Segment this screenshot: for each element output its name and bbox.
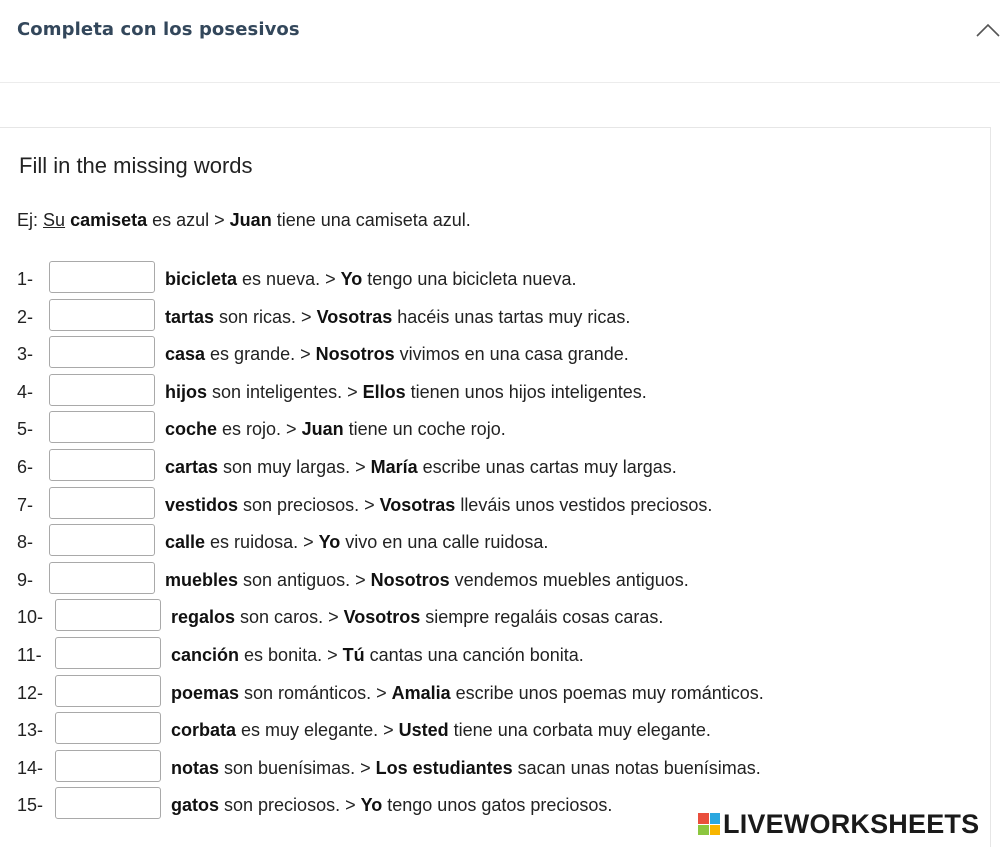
example-subject: Juan	[229, 210, 272, 230]
item-mid: son muy largas. >	[218, 457, 371, 477]
section-title: Completa con los posesivos	[17, 19, 300, 40]
item-subject: Nosotros	[370, 569, 450, 590]
answer-input[interactable]	[49, 336, 155, 368]
item-rest: escribe unos poemas muy románticos.	[450, 682, 764, 703]
exercise-row	[0, 449, 990, 487]
answer-input[interactable]	[49, 299, 155, 331]
logo-wordmark: LIVEWORKSHEETS	[723, 808, 980, 839]
item-mid: son inteligentes. >	[207, 381, 363, 402]
chevron-up-icon[interactable]	[976, 22, 1000, 38]
example-rest: tiene una camiseta azul.	[271, 210, 471, 230]
exercise-row	[0, 637, 990, 675]
item-number: 15-	[17, 795, 44, 816]
item-mid: es ruidosa. >	[205, 532, 319, 553]
item-subject: Yo	[340, 269, 363, 289]
item-mid: son buenísimas. >	[219, 757, 376, 778]
exercise-row	[0, 750, 990, 788]
exercise-row	[0, 712, 990, 750]
item-noun: gatos	[171, 795, 220, 816]
exercise-row	[0, 299, 990, 337]
item-noun: vestidos	[165, 494, 239, 515]
answer-input[interactable]	[49, 374, 155, 406]
item-sentence	[165, 261, 576, 297]
item-rest: lleváis unos vestidos preciosos.	[455, 494, 713, 515]
item-sentence	[171, 750, 761, 786]
item-rest: tienen unos hijos inteligentes.	[405, 381, 647, 402]
item-noun: corbata	[171, 720, 237, 741]
item-number: 11-	[17, 645, 42, 665]
item-number: 6-	[17, 457, 34, 477]
item-subject: Yo	[360, 795, 383, 816]
item-noun: canción	[171, 645, 240, 665]
answer-input[interactable]	[49, 487, 155, 519]
item-rest: tiene una corbata muy elegante.	[448, 720, 711, 741]
answer-input[interactable]	[55, 637, 161, 669]
answer-input[interactable]	[49, 562, 155, 594]
item-sentence	[165, 336, 629, 372]
item-mid: son preciosos. >	[238, 494, 380, 515]
item-subject: Los estudiantes	[375, 757, 513, 778]
item-sentence	[171, 599, 663, 635]
item-sentence	[165, 374, 647, 410]
item-subject: Amalia	[391, 682, 451, 703]
answer-input[interactable]	[55, 599, 161, 631]
item-number: 1-	[17, 269, 34, 289]
item-subject: Vosotras	[316, 306, 393, 327]
item-mid: son antiguos. >	[238, 569, 371, 590]
item-subject: Juan	[301, 419, 344, 440]
item-noun: cartas	[165, 457, 219, 477]
item-number: 2-	[17, 306, 34, 327]
item-sentence	[165, 487, 712, 523]
answer-input[interactable]	[49, 411, 155, 443]
item-subject: Vosotras	[379, 494, 456, 515]
item-mid: es bonita. >	[239, 645, 343, 665]
item-rest: vendemos muebles antiguos.	[449, 569, 689, 590]
item-sentence	[171, 712, 711, 748]
item-noun: hijos	[165, 381, 208, 402]
item-rest: tiene un coche rojo.	[343, 419, 506, 440]
section-header	[0, 0, 1000, 83]
liveworksheets-logo	[698, 808, 979, 840]
item-mid: es muy elegante. >	[236, 720, 399, 741]
item-subject: Vosotros	[343, 607, 421, 628]
item-noun: casa	[165, 344, 206, 365]
item-rest: hacéis unas tartas muy ricas.	[392, 306, 631, 327]
item-number: 8-	[17, 532, 34, 553]
exercise-row	[0, 261, 990, 299]
item-noun: bicicleta	[165, 269, 238, 289]
item-mid: es grande. >	[205, 344, 316, 365]
item-noun: regalos	[171, 607, 236, 628]
item-number: 12-	[17, 682, 44, 703]
item-rest: tengo unos gatos preciosos.	[382, 795, 613, 816]
worksheet-heading: Fill in the missing words	[19, 153, 253, 178]
item-subject: Tú	[342, 645, 365, 665]
item-rest: escribe unas cartas muy largas.	[417, 457, 677, 477]
example-sentence	[17, 210, 471, 231]
answer-input[interactable]	[55, 675, 161, 707]
item-rest: cantas una canción bonita.	[364, 645, 584, 665]
item-number: 14-	[17, 757, 44, 778]
item-number: 9-	[17, 569, 34, 590]
item-subject: Nosotros	[315, 344, 395, 365]
item-number: 3-	[17, 344, 34, 365]
item-noun: notas	[171, 757, 220, 778]
exercise-row	[0, 562, 990, 600]
exercise-row	[0, 487, 990, 525]
item-rest: vivimos en una casa grande.	[394, 344, 629, 365]
item-number: 4-	[17, 381, 34, 402]
item-sentence	[165, 562, 689, 598]
exercise-row	[0, 524, 990, 562]
item-rest: tengo una bicicleta nueva.	[362, 269, 577, 289]
item-number: 13-	[17, 720, 44, 741]
example-prefix: Ej:	[17, 210, 44, 230]
exercise-row	[0, 374, 990, 412]
example-answer: Su	[43, 210, 66, 230]
item-number: 10-	[17, 607, 44, 628]
item-sentence	[165, 299, 630, 335]
item-noun: muebles	[165, 569, 239, 590]
item-number: 5-	[17, 419, 34, 440]
answer-input[interactable]	[55, 750, 161, 782]
example-mid: es azul >	[147, 210, 230, 230]
item-mid: son caros. >	[235, 607, 344, 628]
exercise-row	[0, 336, 990, 374]
item-sentence	[165, 449, 677, 485]
item-mid: son románticos. >	[239, 682, 392, 703]
item-mid: son preciosos. >	[219, 795, 361, 816]
example-noun: camiseta	[70, 210, 148, 230]
item-noun: coche	[165, 419, 218, 440]
item-mid: es rojo. >	[217, 419, 302, 440]
answer-input[interactable]	[55, 712, 161, 744]
item-sentence	[171, 787, 612, 823]
item-number: 7-	[17, 494, 34, 515]
answer-input[interactable]	[49, 449, 155, 481]
item-subject: Yo	[318, 532, 341, 553]
answer-input[interactable]	[49, 524, 155, 556]
item-rest: siempre regaláis cosas caras.	[420, 607, 664, 628]
answer-input[interactable]	[55, 787, 161, 819]
item-mid: es nueva. >	[237, 269, 341, 289]
item-subject: Usted	[398, 720, 449, 741]
answer-input[interactable]	[49, 261, 155, 293]
item-sentence	[171, 637, 584, 673]
item-mid: son ricas. >	[214, 306, 317, 327]
item-sentence	[171, 675, 764, 711]
exercise-row	[0, 411, 990, 449]
item-sentence	[165, 524, 548, 560]
item-noun: calle	[165, 532, 206, 553]
logo-mark-icon	[698, 813, 720, 835]
item-subject: María	[370, 457, 418, 477]
exercise-row	[0, 599, 990, 637]
item-subject: Ellos	[362, 381, 406, 402]
item-sentence	[165, 411, 506, 447]
item-rest: sacan unas notas buenísimas.	[512, 757, 761, 778]
exercise-row	[0, 675, 990, 713]
item-noun: tartas	[165, 306, 215, 327]
item-rest: vivo en una calle ruidosa.	[340, 532, 549, 553]
item-noun: poemas	[171, 682, 240, 703]
